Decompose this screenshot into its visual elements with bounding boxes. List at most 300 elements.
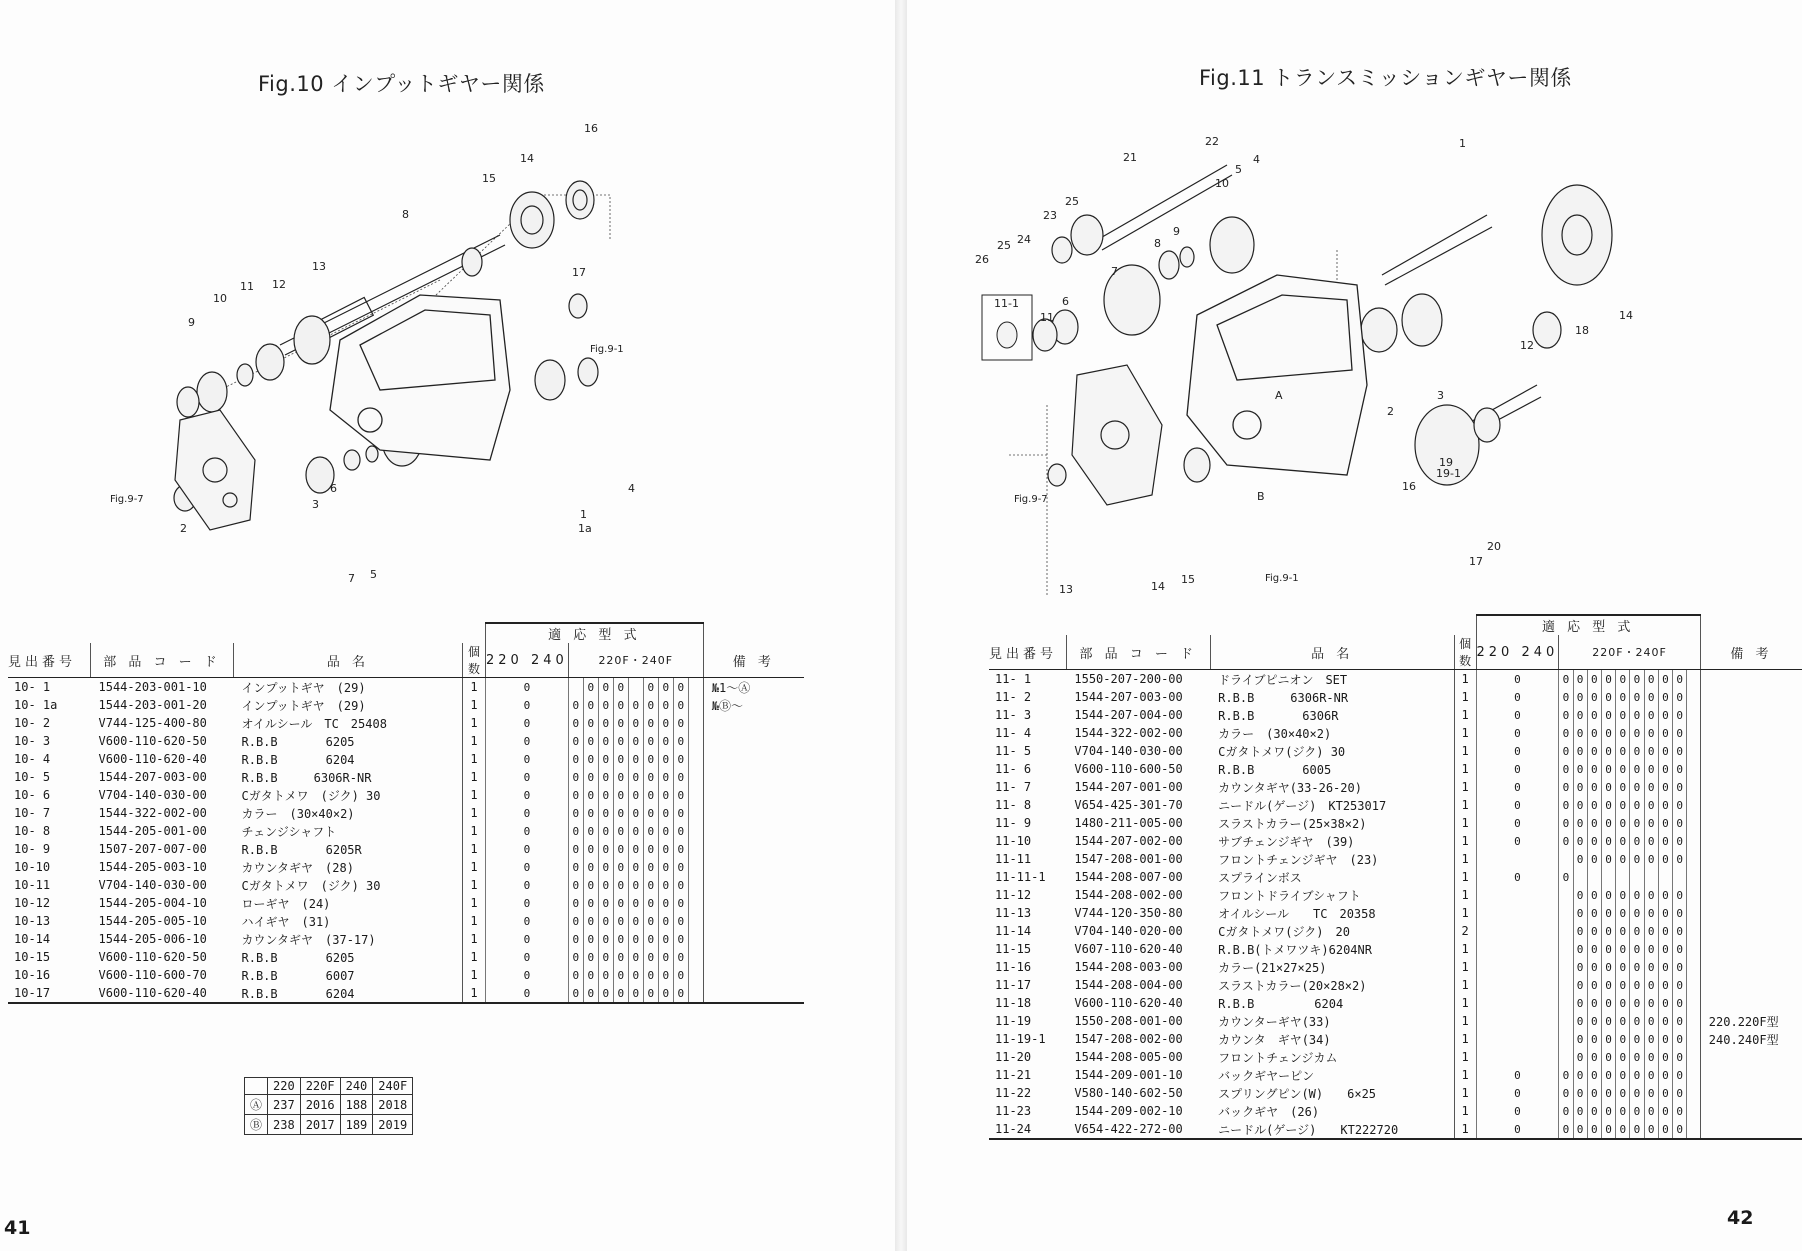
model-mark: [1687, 958, 1701, 976]
model-mark: 0: [658, 714, 673, 732]
figure-title: Fig.10 インプットギヤー関係: [258, 72, 545, 96]
table-row: [8, 786, 804, 804]
table-row: [989, 1084, 1802, 1102]
quantity: 1: [1454, 1102, 1476, 1120]
model-mark: 0: [1587, 886, 1601, 904]
model-mark: 0: [1587, 922, 1601, 940]
model-mark: 0: [1616, 1102, 1630, 1120]
serial-cell: 237: [268, 1095, 301, 1115]
callout-label: 14: [1619, 309, 1633, 322]
remark: [1700, 688, 1802, 706]
item-index: 11- 3: [995, 708, 1032, 722]
item-index: 11-13: [995, 906, 1032, 920]
remark: [703, 732, 804, 750]
model-mark: 0: [1601, 706, 1615, 724]
part-code: 1544-205-001-00: [98, 824, 207, 838]
callout-label: 9: [1173, 225, 1180, 238]
serial-cell: 2018: [373, 1095, 413, 1115]
right-page: [907, 0, 1802, 1251]
part-code: 1550-207-200-00: [1074, 672, 1183, 686]
part-name: R.B.B 6205: [241, 734, 355, 749]
model-mark: 0: [658, 768, 673, 786]
model-mark: 0: [1644, 886, 1658, 904]
model-mark: 0: [1616, 1030, 1630, 1048]
model-mark: 0: [1573, 1030, 1587, 1048]
model-mark: 0: [1658, 796, 1672, 814]
model-mark: 0: [598, 678, 613, 697]
serial-cell: Ⓐ: [245, 1095, 268, 1115]
model-mark: 0: [583, 984, 598, 1003]
model-mark: 0: [1559, 760, 1573, 778]
remark: [703, 750, 804, 768]
model-mark: 0: [1658, 706, 1672, 724]
model-mark: 0: [1587, 796, 1601, 814]
model-mark: 0: [1587, 760, 1601, 778]
col-name: 品 名: [234, 643, 463, 678]
quantity: 1: [1454, 832, 1476, 850]
col-index: 見出番号: [989, 635, 1066, 670]
model-mark: 0: [568, 768, 583, 786]
table-row: [8, 822, 804, 840]
model-mark: [1476, 886, 1559, 904]
model-mark: 0: [568, 750, 583, 768]
gearbox-housing: [330, 295, 510, 460]
part-code: 1544-205-006-10: [98, 932, 207, 946]
model-mark: 0: [1573, 940, 1587, 958]
model-mark: 0: [673, 804, 688, 822]
model-mark: 0: [1616, 1012, 1630, 1030]
callout-label: 1a: [578, 522, 592, 535]
model-mark: 0: [1616, 1120, 1630, 1139]
model-mark: [1687, 706, 1701, 724]
model-mark: 0: [1476, 778, 1559, 796]
callout-label: 6: [330, 482, 337, 495]
model-mark: [1687, 850, 1701, 868]
model-mark: 0: [673, 876, 688, 894]
remark: [703, 786, 804, 804]
table-row: [8, 678, 804, 697]
model-mark: 0: [1673, 940, 1687, 958]
gearbox-housing: [1187, 275, 1367, 475]
needle-8: [1159, 251, 1179, 279]
model-mark: 0: [568, 786, 583, 804]
quantity: 1: [1454, 796, 1476, 814]
model-mark: [1687, 904, 1701, 922]
model-mark: [1476, 1030, 1559, 1048]
model-mark: 0: [583, 696, 598, 714]
remark: [1700, 1102, 1802, 1120]
remark: [1700, 1048, 1802, 1066]
remark: [1700, 832, 1802, 850]
model-mark: 0: [598, 858, 613, 876]
model-mark: 0: [1630, 688, 1644, 706]
model-mark: [1687, 742, 1701, 760]
model-mark: 0: [1476, 724, 1559, 742]
serial-cell: 240: [340, 1078, 373, 1095]
model-mark: [1559, 976, 1573, 994]
remark: [1700, 742, 1802, 760]
callout-label: 6: [1062, 295, 1069, 308]
model-mark: 0: [643, 876, 658, 894]
part-name: カラー (30×40×2): [241, 806, 355, 821]
model-mark: 0: [1587, 688, 1601, 706]
model-mark: [688, 966, 703, 984]
part-code: V704-140-030-00: [1074, 744, 1183, 758]
remark: [1700, 940, 1802, 958]
model-mark: 0: [1573, 724, 1587, 742]
remark: [1700, 868, 1802, 886]
model-mark: 0: [1601, 796, 1615, 814]
serial-cell: 2017: [300, 1115, 340, 1135]
table-row: [989, 670, 1802, 689]
model-mark: [1559, 940, 1573, 958]
page-number: 42: [1727, 1207, 1754, 1229]
quantity: 1: [463, 678, 486, 697]
remark: [703, 912, 804, 930]
part-code: V704-140-030-00: [98, 878, 207, 892]
bearing-2: [1361, 308, 1397, 352]
model-mark: 0: [1601, 670, 1615, 689]
part-name: フロントチェンジギヤ (23): [1218, 852, 1379, 867]
model-mark: 0: [613, 876, 628, 894]
part-code: 1544-203-001-20: [98, 698, 207, 712]
remark: [703, 822, 804, 840]
bearing-9: [177, 387, 199, 417]
part-code: 1544-205-004-10: [98, 896, 207, 910]
side-cover: [1072, 365, 1162, 505]
model-mark: 0: [568, 966, 583, 984]
model-mark: 0: [1630, 742, 1644, 760]
table-row: [989, 1048, 1802, 1066]
callout-label: 1: [580, 508, 587, 521]
remark: [703, 984, 804, 1003]
part-name: カウンタギヤ (37-17): [241, 932, 376, 947]
model-mark: 0: [1587, 1084, 1601, 1102]
model-mark: 0: [1587, 724, 1601, 742]
model-mark: 0: [568, 804, 583, 822]
model-mark: 0: [1673, 976, 1687, 994]
part-code: 1544-209-002-10: [1074, 1104, 1183, 1118]
part-code: V600-110-600-50: [1074, 762, 1183, 776]
remark: [1700, 1120, 1802, 1139]
table-body: [989, 670, 1802, 1140]
model-mark: 0: [598, 894, 613, 912]
quantity: 1: [1454, 814, 1476, 832]
table-row: [989, 1030, 1802, 1048]
part-name: インプットギヤ (29): [241, 698, 366, 713]
item-index: 10- 3: [14, 734, 51, 748]
model-mark: 0: [598, 840, 613, 858]
part-name: インプットギヤ (29): [241, 680, 366, 695]
model-mark: 0: [486, 894, 569, 912]
model-mark: 0: [1644, 958, 1658, 976]
model-mark: 0: [1616, 850, 1630, 868]
model-mark: 0: [1616, 742, 1630, 760]
remark: [703, 714, 804, 732]
model-mark: 0: [628, 966, 643, 984]
col-code: 部 品 コ ー ド: [1066, 635, 1210, 670]
model-mark: 0: [613, 678, 628, 697]
model-mark: 0: [1587, 832, 1601, 850]
model-mark: 0: [1673, 1102, 1687, 1120]
model-mark: 0: [643, 822, 658, 840]
part-name: チェンジシャフト: [241, 824, 337, 839]
quantity: 1: [1454, 1030, 1476, 1048]
part-name: ドライブピニオン SET: [1218, 672, 1348, 687]
side-cover: [175, 410, 255, 530]
part-name: Cガタトメワ (ジク) 30: [241, 878, 381, 893]
model-mark: 0: [673, 984, 688, 1003]
model-mark: [1476, 922, 1559, 940]
quantity: 1: [1454, 1012, 1476, 1030]
model-mark: [1559, 1030, 1573, 1048]
model-mark: 0: [658, 678, 673, 697]
model-mark: 0: [1616, 706, 1630, 724]
part-name: Cガタトメワ(ジク) 20: [1218, 924, 1350, 939]
model-mark: 0: [628, 912, 643, 930]
model-mark: 0: [486, 930, 569, 948]
needle-23: [1052, 237, 1072, 263]
model-mark: [688, 876, 703, 894]
part-code: V600-110-620-50: [98, 734, 207, 748]
col-index: 見出番号: [8, 643, 91, 678]
model-mark: 0: [613, 894, 628, 912]
model-mark: 0: [1476, 706, 1559, 724]
callout-label: 24: [1017, 233, 1031, 246]
model-mark: [688, 984, 703, 1003]
part-name: サブチェンジギヤ (39): [1218, 834, 1355, 849]
model-mark: 0: [613, 804, 628, 822]
model-mark: 0: [1673, 778, 1687, 796]
item-index: 10- 2: [14, 716, 51, 730]
remark: [1700, 1084, 1802, 1102]
model-mark: 0: [1644, 1012, 1658, 1030]
model-mark: 0: [673, 768, 688, 786]
model-mark: 0: [1616, 1048, 1630, 1066]
col-remarks: 備 考: [1700, 635, 1802, 670]
model-mark: 0: [673, 714, 688, 732]
model-mark: 0: [1601, 814, 1615, 832]
cam-20: [1474, 408, 1500, 442]
part-name: R.B.B 6005: [1218, 762, 1332, 777]
callout-label: 21: [1123, 151, 1137, 164]
model-mark: 0: [658, 894, 673, 912]
callout-label: 15: [482, 172, 496, 185]
table-row: [989, 796, 1802, 814]
part-code: V600-110-620-40: [91, 984, 234, 1003]
collar-9: [1180, 247, 1194, 267]
model-mark: 0: [673, 750, 688, 768]
model-mark: 0: [658, 966, 673, 984]
model-mark: 0: [1573, 850, 1587, 868]
model-mark: 0: [486, 804, 569, 822]
model-mark: 0: [568, 876, 583, 894]
quantity: 1: [463, 930, 486, 948]
callout-label: A: [1275, 389, 1283, 402]
model-mark: 0: [1573, 760, 1587, 778]
model-mark: 0: [1673, 1120, 1687, 1139]
model-mark: 0: [1559, 814, 1573, 832]
item-index: 10-12: [14, 896, 51, 910]
model-mark: 0: [486, 714, 569, 732]
model-mark: [1687, 1030, 1701, 1048]
table-row: [8, 912, 804, 930]
model-mark: 0: [1644, 778, 1658, 796]
model-mark: 0: [1630, 940, 1644, 958]
callout-label: 10: [213, 292, 227, 305]
model-mark: 0: [1673, 760, 1687, 778]
model-mark: 0: [1601, 832, 1615, 850]
model-mark: 0: [658, 984, 673, 1003]
model-mark: 0: [673, 966, 688, 984]
model-mark: 0: [583, 750, 598, 768]
item-index: 11-19: [995, 1014, 1032, 1028]
model-mark: [1687, 1102, 1701, 1120]
model-mark: 0: [1630, 1066, 1644, 1084]
model-mark: 0: [1587, 994, 1601, 1012]
model-mark: 0: [486, 912, 569, 930]
callout-label: 4: [1253, 153, 1260, 166]
model-mark: 0: [1573, 922, 1587, 940]
table-row: [8, 696, 804, 714]
model-mark: 0: [583, 966, 598, 984]
model-mark: 0: [1673, 796, 1687, 814]
model-mark: 0: [1616, 814, 1630, 832]
diagram-drawing: [80, 120, 720, 610]
model-mark: 0: [613, 912, 628, 930]
callout-label: 12: [272, 278, 286, 291]
part-code: 1544-203-001-10: [98, 680, 207, 694]
table-row: [8, 894, 804, 912]
remark: [703, 876, 804, 894]
model-mark: 0: [1658, 976, 1672, 994]
serial-cell: [245, 1078, 268, 1095]
model-mark: 0: [1601, 922, 1615, 940]
model-mark: 0: [1644, 832, 1658, 850]
quantity: 1: [1454, 850, 1476, 868]
quantity: 1: [1454, 994, 1476, 1012]
part-name: ハイギヤ (31): [241, 914, 331, 929]
model-mark: [688, 804, 703, 822]
model-mark: 0: [643, 948, 658, 966]
part-name: スラストカラー(20×28×2): [1218, 978, 1367, 993]
model-mark: [688, 768, 703, 786]
table-row: [989, 832, 1802, 850]
model-mark: 0: [1644, 814, 1658, 832]
model-mark: 0: [1673, 994, 1687, 1012]
part-name: R.B.B 6306R-NR: [1218, 690, 1349, 705]
group-header: 適 応 型 式: [486, 623, 704, 643]
model-mark: [1476, 1012, 1559, 1030]
part-name: R.B.B 6204: [241, 752, 355, 767]
part-name: R.B.B 6205R: [241, 842, 362, 857]
model-mark: 0: [1644, 670, 1658, 689]
bearing-15: [1184, 448, 1210, 482]
model-mark: 0: [613, 858, 628, 876]
model-mark: 0: [1630, 1012, 1644, 1030]
model-mark: 0: [1587, 1030, 1601, 1048]
remark: 240.240F型: [1708, 1032, 1779, 1047]
model-mark: [1476, 904, 1559, 922]
model-mark: [1630, 868, 1644, 886]
model-mark: 0: [583, 822, 598, 840]
part-name: R.B.B 6306R-NR: [241, 770, 372, 785]
model-mark: [1601, 868, 1615, 886]
bearing-18: [1533, 312, 1561, 348]
remark: [703, 966, 804, 984]
model-mark: 0: [1573, 1066, 1587, 1084]
model-mark: 0: [598, 876, 613, 894]
quantity: 1: [1454, 976, 1476, 994]
model-mark: [688, 750, 703, 768]
model-mark: 0: [568, 822, 583, 840]
item-index: 10- 7: [14, 806, 51, 820]
model-mark: 0: [1673, 670, 1687, 689]
col-model-b: 220F・240F: [1559, 635, 1701, 670]
bearing-3: [1402, 294, 1442, 346]
model-mark: 0: [1476, 760, 1559, 778]
quantity: 1: [1454, 1048, 1476, 1066]
item-index: 10-17: [8, 984, 91, 1003]
model-mark: [1687, 922, 1701, 940]
model-mark: 0: [643, 912, 658, 930]
callout-label: 14: [1151, 580, 1165, 593]
model-mark: 0: [583, 894, 598, 912]
part-name: Cガタトメワ(ジク) 30: [1218, 744, 1346, 759]
quantity: 1: [463, 732, 486, 750]
part-code: 1544-208-003-00: [1074, 960, 1183, 974]
item-index: 11- 2: [995, 690, 1032, 704]
serial-cell: 2016: [300, 1095, 340, 1115]
model-mark: 0: [673, 948, 688, 966]
part-name: バックギヤ (26): [1218, 1104, 1320, 1119]
model-mark: 0: [613, 822, 628, 840]
model-mark: 0: [673, 678, 688, 697]
model-mark: 0: [1644, 742, 1658, 760]
model-mark: [1687, 1012, 1701, 1030]
model-mark: 0: [486, 678, 569, 697]
item-index: 10- 6: [14, 788, 51, 802]
model-mark: [1687, 724, 1701, 742]
callout-label: 19: [1439, 456, 1453, 469]
col-remarks: 備 考: [703, 643, 804, 678]
model-mark: [1687, 796, 1701, 814]
parts-table-fig10: [8, 622, 804, 1004]
callout-label: 14: [520, 152, 534, 165]
part-name: カウンターギヤ(33): [1218, 1014, 1331, 1029]
model-mark: 0: [1658, 1048, 1672, 1066]
model-mark: 0: [1573, 1048, 1587, 1066]
model-mark: 0: [1644, 688, 1658, 706]
item-index: 11- 5: [995, 744, 1032, 758]
callout-label: 3: [1437, 389, 1444, 402]
model-mark: 0: [1630, 1084, 1644, 1102]
model-mark: 0: [486, 966, 569, 984]
model-mark: 0: [628, 930, 643, 948]
remark: [1700, 814, 1802, 832]
model-mark: 0: [1673, 742, 1687, 760]
model-mark: 0: [643, 786, 658, 804]
model-mark: 0: [628, 894, 643, 912]
item-index: 11-18: [995, 996, 1032, 1010]
model-mark: 0: [583, 876, 598, 894]
model-mark: 0: [643, 984, 658, 1003]
part-code: 1544-207-003-00: [1074, 690, 1183, 704]
col-qty: 個 数: [463, 643, 486, 678]
model-mark: 0: [673, 732, 688, 750]
callout-label: 11-1: [994, 297, 1019, 310]
model-mark: 0: [1573, 994, 1587, 1012]
